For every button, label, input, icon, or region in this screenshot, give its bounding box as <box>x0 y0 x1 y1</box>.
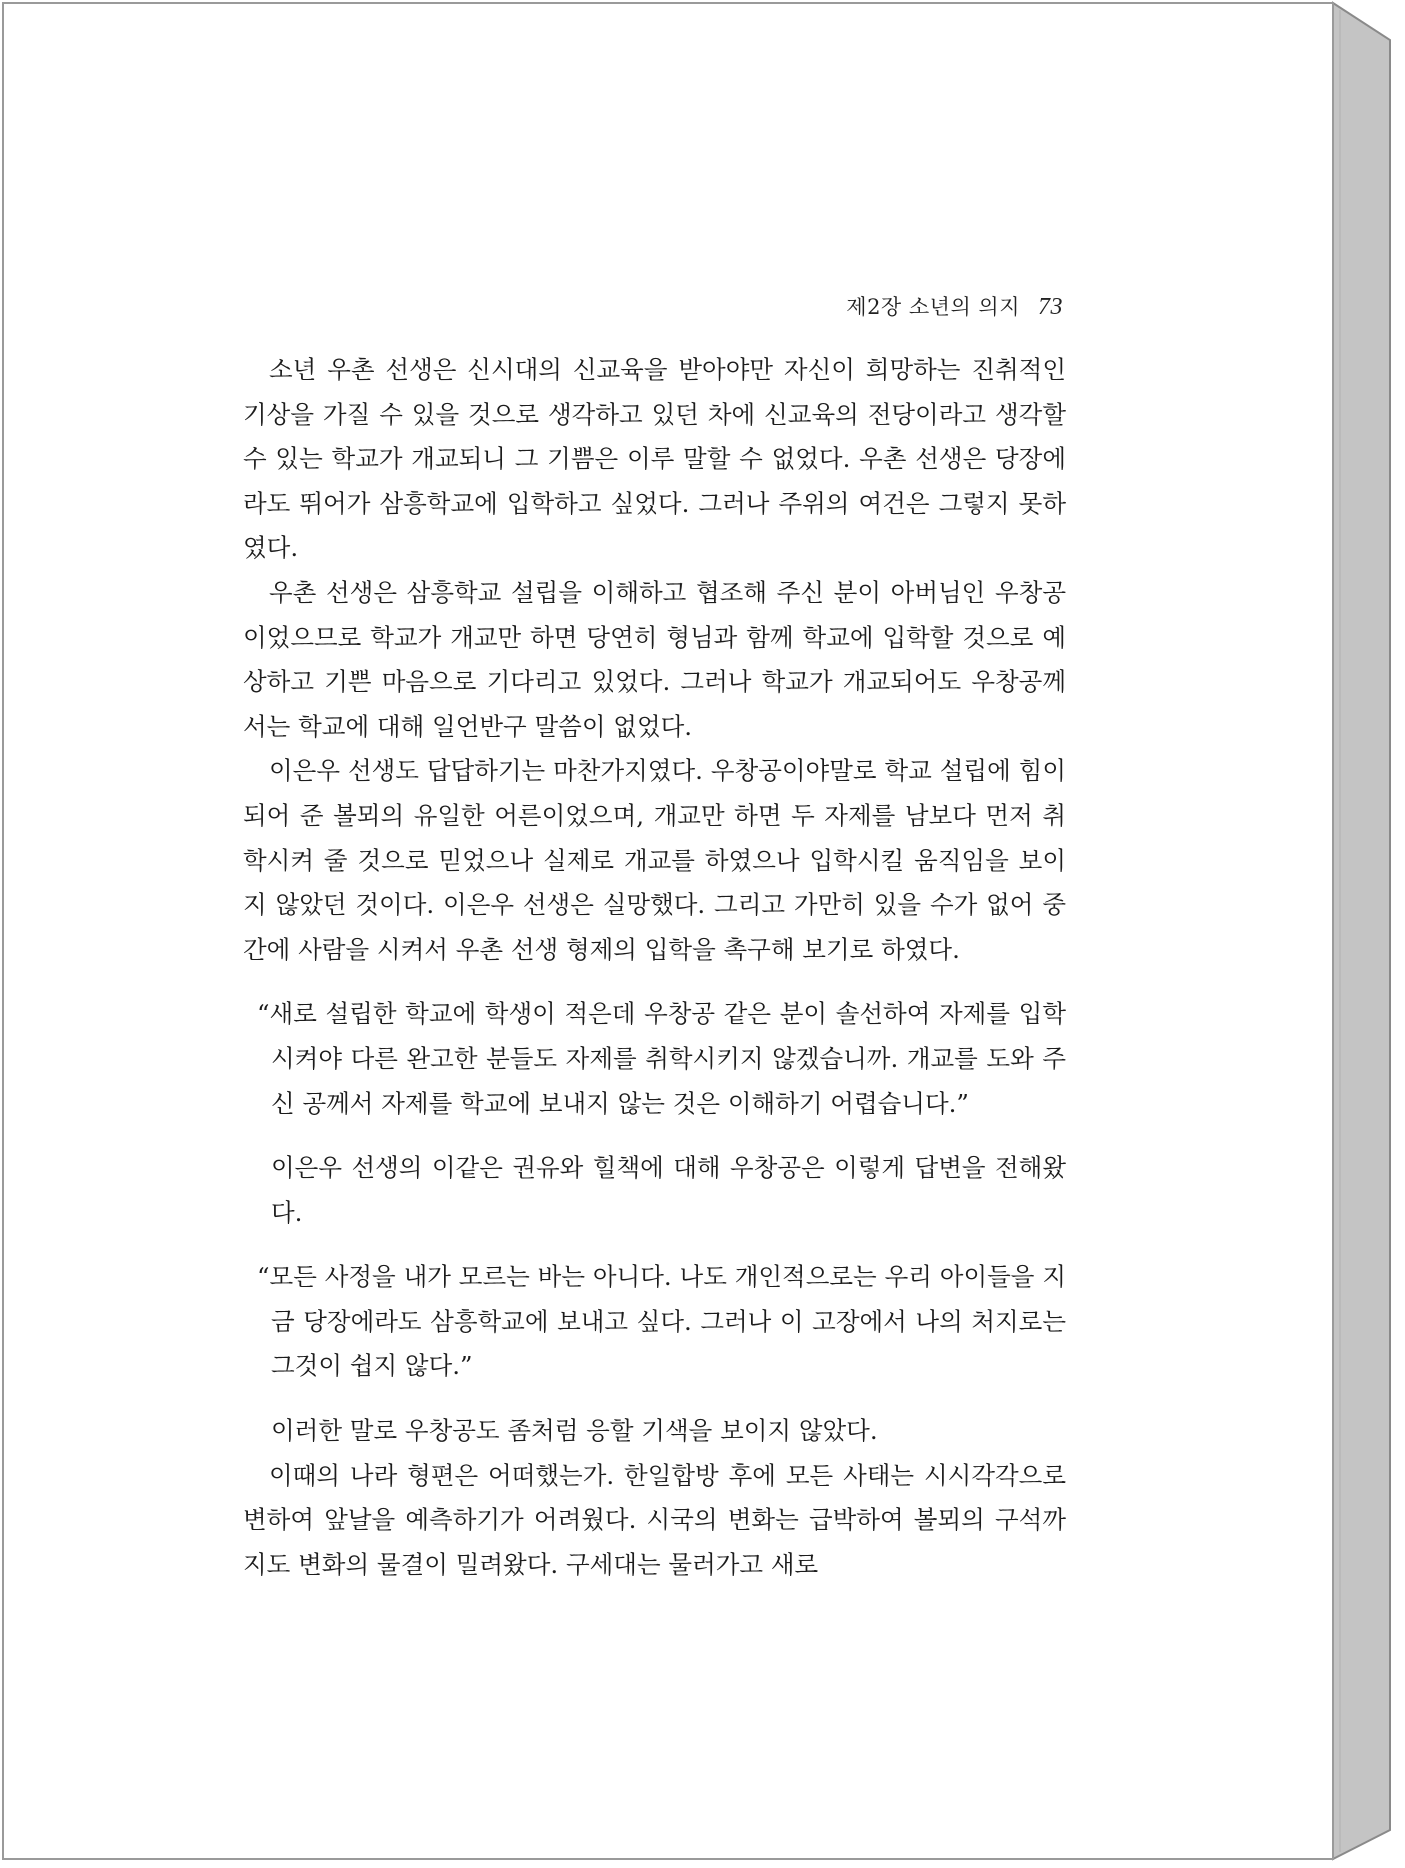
body-text <box>243 348 1066 1587</box>
paragraph: 이은우 선생도 답답하기는 마찬가지였다. 우창공이야말로 학교 설립에 힘이되어 준 볼뫼의 유일한 어른이었으며, 개교만 하면 두 자제를 남보다 먼저 취학시켜 줄 것으로 믿었으나 실제로 개교를 하였으나 입학시킬 움직임을 보이지 않았던 것이다. 이은우 선생은 실망했다. 그리고 가만히 있을 수가 없어 중간에 사람을 시켜서 우촌 선생 형제의 입학을 촉구해 보기로 하였다. <box>243 756 1066 964</box>
book-page <box>3 3 1333 1859</box>
quoted-speech: “모든 사정을 내가 모르는 바는 아니다. 나도 개인적으로는 우리 아이들을 지금 당장에라도 삼흥학교에 보내고 싶다. 그러나 이 고장에서 나의 처지로는 그것이 쉽지 않다.” <box>257 1262 1066 1381</box>
quoted-speech: “새로 설립한 학교에 학생이 적은데 우창공 같은 분이 솔선하여 자제를 입학시켜야 다른 완고한 분들도 자제를 취학시키지 않겠습니까. 개교를 도와 주신 공께서 자제를 학교에 보내지 않는 것은 이해하기 어렵습니다.” <box>257 999 1066 1118</box>
page-number: 73 <box>1038 294 1063 320</box>
paragraph: 우촌 선생은 삼흥학교 설립을 이해하고 협조해 주신 분이 아버님인 우창공이었으므로 학교가 개교만 하면 당연히 형님과 함께 학교에 입학할 것으로 예상하고 기쁜 마음으로 기다리고 있었다. 그러나 학교가 개교되어도 우창공께서는 학교에 대해 일언반구 말씀이 없었다. <box>243 577 1066 741</box>
chapter-title: 제2장 소년의 의지 <box>846 295 1020 319</box>
paragraph: 이때의 나라 형편은 어떠했는가. 한일합방 후에 모든 사태는 시시각각으로 변하여 앞날을 예측하기가 어려웠다. 시국의 변화는 급박하여 볼뫼의 구석까지도 변화의 물결이 밀려왔다. 구세대는 물러가고 새로 <box>243 1460 1066 1579</box>
paragraph: 이은우 선생의 이같은 권유와 힐책에 대해 우창공은 이렇게 답변을 전해왔다. <box>271 1153 1066 1227</box>
paragraph: 이러한 말로 우창공도 좀처럼 응할 기색을 보이지 않았다. <box>271 1416 878 1446</box>
running-header <box>846 291 1063 321</box>
paragraph: 소년 우촌 선생은 신시대의 신교육을 받아야만 자신이 희망하는 진취적인 기상을 가질 수 있을 것으로 생각하고 있던 차에 신교육의 전당이라고 생각할 수 있는 학교가 개교되니 그 기쁨은 이루 말할 수 없었다. 우촌 선생은 당장에라도 뛰어가 삼흥학교에 입학하고 싶었다. 그러나 주위의 여건은 그렇지 못하였다. <box>243 355 1066 563</box>
